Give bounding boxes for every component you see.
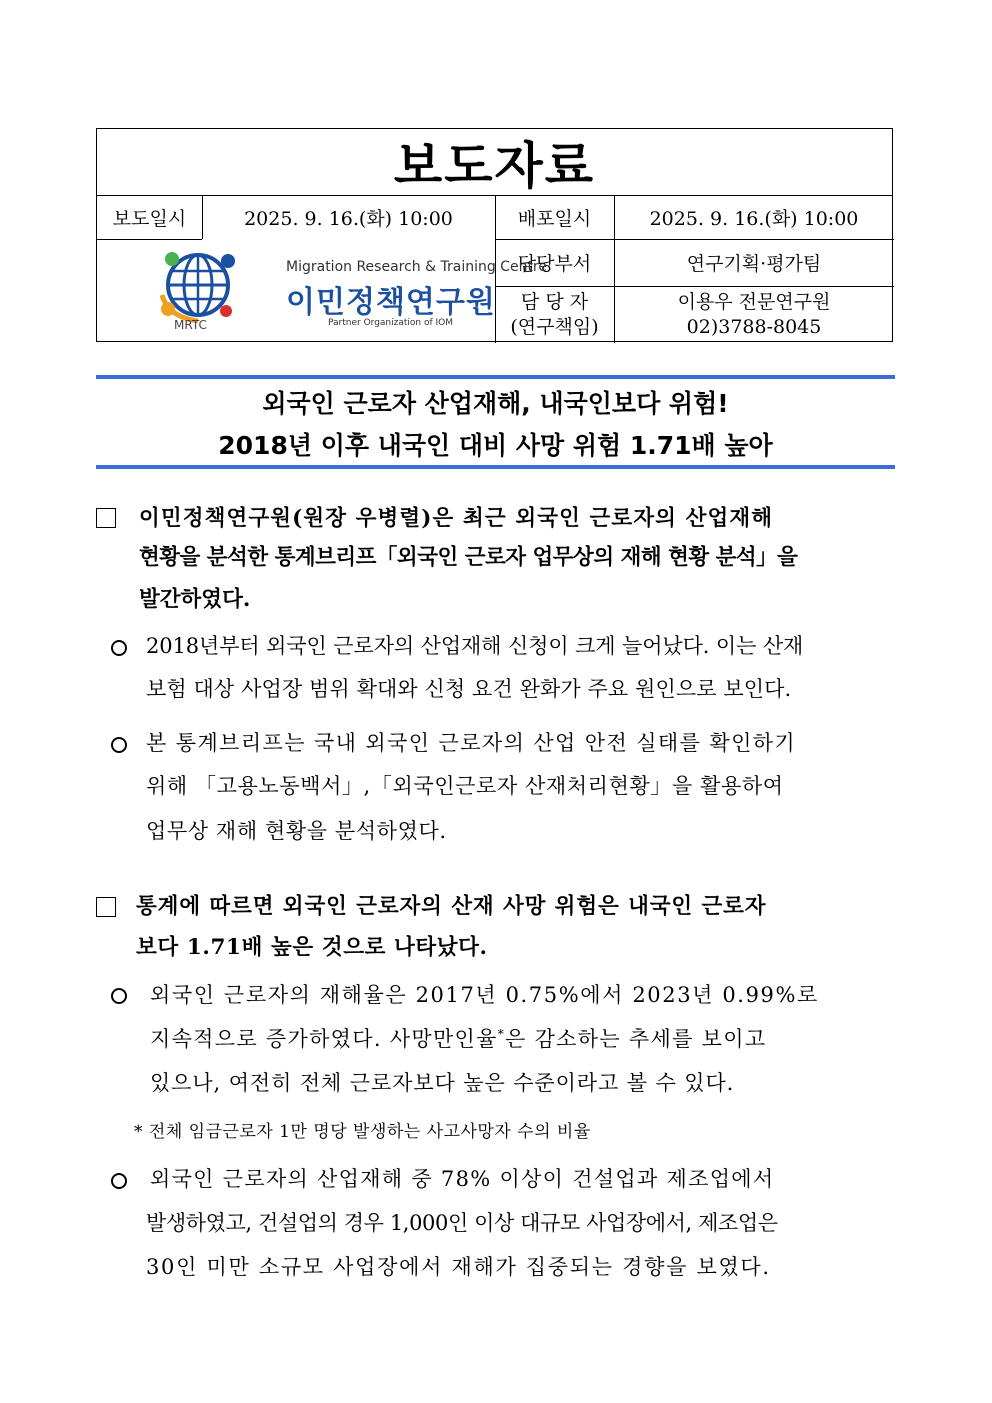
bullet-circle-icon <box>111 988 127 1004</box>
headline-line1: 외국인 근로자 산업재해, 내국인보다 위험! <box>262 389 729 418</box>
contact-value <box>614 286 894 343</box>
document-title: 보도자료 <box>393 137 596 195</box>
section1-line3: 발간하였다. <box>139 587 251 612</box>
section1-bullet1-line1: 2018년부터 외국인 근로자의 산업재해 신청이 크게 늘어났다. 이는 산재 <box>146 634 804 658</box>
divider <box>97 239 202 240</box>
bullet-circle-icon <box>111 1173 127 1189</box>
section2-bullet2-line1: 외국인 근로자의 산업재해 중 78% 이상이 건설업과 제조업에서 <box>150 1167 775 1191</box>
logo-abbreviation: MRTC <box>174 318 207 332</box>
section2-bullet1-line2 <box>150 1023 766 1053</box>
section1-bullet1-line2: 보험 대상 사업장 범위 확대와 신청 요건 완화가 주요 원인으로 보인다. <box>146 677 792 701</box>
logo-korean-name: 이민정책연구원 <box>286 285 496 320</box>
footnote-marker: * <box>497 1027 506 1041</box>
contact-label <box>495 286 614 343</box>
release-date-label: 보도일시 <box>112 207 187 230</box>
section1-bullet2-line1: 본 통계브리프는 국내 외국인 근로자의 산업 안전 실태를 확인하기 <box>146 731 797 755</box>
contact-label-line2: (연구책임) <box>510 315 599 338</box>
section2-line2: 보다 1.71배 높은 것으로 나타났다. <box>136 935 488 960</box>
section2-bullet1-line3: 있으나, 여전히 전체 근로자보다 높은 수준이라고 볼 수 있다. <box>150 1071 735 1095</box>
department-value: 연구기획·평가팀 <box>686 253 822 275</box>
section2-bullet1-line1: 외국인 근로자의 재해율은 2017년 0.75%에서 2023년 0.99%로 <box>150 983 819 1007</box>
contact-label-line1: 담 당 자 <box>520 290 589 313</box>
checkbox-square-icon <box>96 897 116 917</box>
logo-english-name: Migration Research & Training Centre <box>286 259 547 275</box>
department-label: 담당부서 <box>517 253 592 275</box>
contact-name: 이용우 전문연구원 <box>677 290 831 313</box>
globe-logo-icon <box>158 245 238 325</box>
release-date-value: 2025. 9. 16.(화) 10:00 <box>244 207 453 230</box>
headline-line2: 2018년 이후 내국인 대비 사망 위험 1.71배 높아 <box>218 431 773 460</box>
headline-bottom-bar <box>96 465 895 469</box>
mrtc-logo <box>136 241 547 332</box>
section1-bullet2-line3: 업무상 재해 현황을 분석하였다. <box>146 819 447 843</box>
footnote: * 전체 임금근로자 1만 명당 발생하는 사고사망자 수의 비율 <box>134 1122 591 1142</box>
section1-line2: 현황을 분석한 통계브리프「외국인 근로자 업무상의 재해 현황 분석」을 <box>139 545 798 570</box>
distribution-date-value: 2025. 9. 16.(화) 10:00 <box>649 207 859 230</box>
distribution-date-label: 배포일시 <box>517 207 592 230</box>
section2-line1: 통계에 따르면 외국인 근로자의 산재 사망 위험은 내국인 근로자 <box>136 894 767 919</box>
death-rate-text: 지속적으로 증가하였다. 사망만인율 <box>150 1027 498 1051</box>
bullet-circle-icon <box>111 640 127 656</box>
contact-phone: 02)3788-8045 <box>686 315 822 338</box>
trend-text: 은 감소하는 추세를 보이고 <box>505 1027 767 1051</box>
checkbox-square-icon <box>96 508 116 528</box>
logo-subtitle: Partner Organization of IOM <box>328 318 454 328</box>
headline-top-bar <box>96 375 895 379</box>
bullet-circle-icon <box>111 737 127 753</box>
section2-bullet2-line2: 발생하였고, 건설업의 경우 1,000인 이상 대규모 사업장에서, 제조업은 <box>146 1211 778 1235</box>
section1-bullet2-line2: 위해 「고용노동백서」,「외국인근로자 산재처리현황」을 활용하여 <box>146 774 784 798</box>
section2-bullet2-line3: 30인 미만 소규모 사업장에서 재해가 집중되는 경향을 보였다. <box>146 1255 771 1279</box>
section1-line1: 이민정책연구원(원장 우병렬)은 최근 외국인 근로자의 산업재해 <box>139 506 774 531</box>
